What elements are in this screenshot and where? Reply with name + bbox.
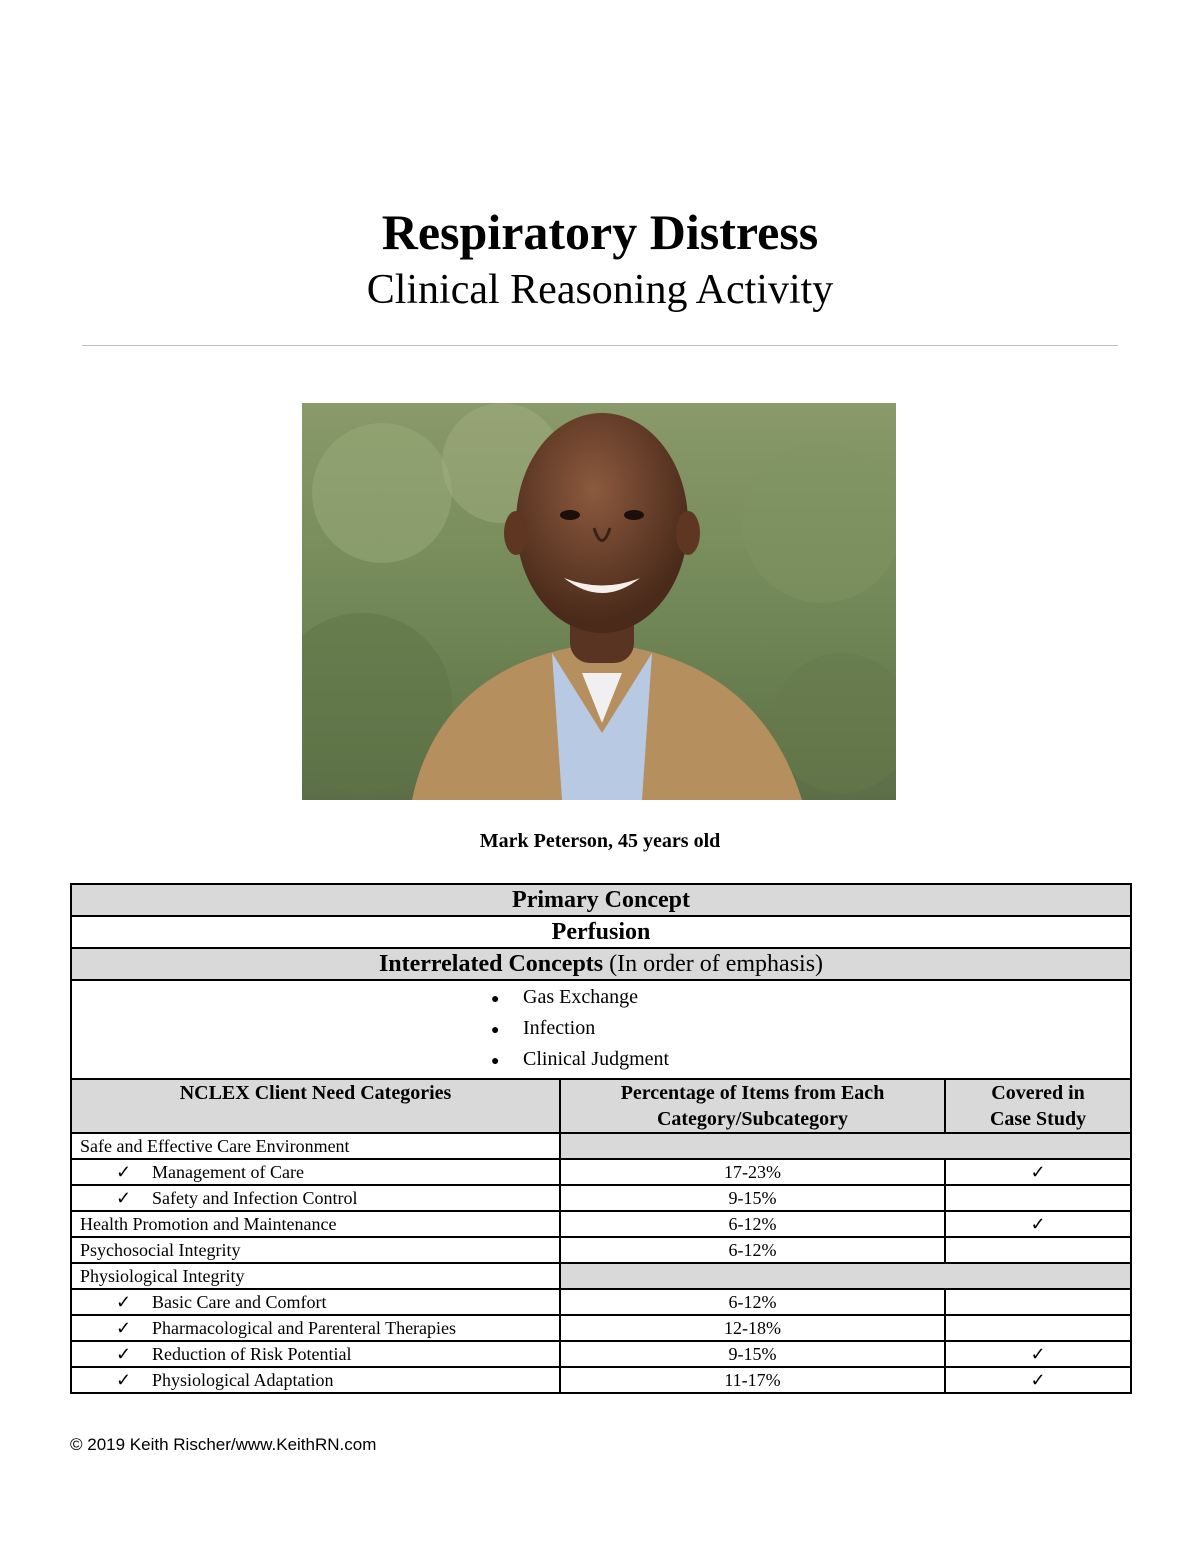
bullet-icon: ● [491, 1023, 500, 1038]
category-shade-cell [560, 1263, 1131, 1289]
check-icon: ✓ [116, 1344, 132, 1364]
check-icon: ✓ [116, 1292, 132, 1312]
document-title: Respiratory Distress [381, 204, 819, 260]
interrelated-concepts-label: Interrelated Concepts [378, 951, 604, 977]
bullet-icon: ● [491, 1054, 500, 1069]
nclex-col-categories: NCLEX Client Need Categories [71, 1079, 560, 1133]
check-icon: ✓ [116, 1188, 132, 1208]
subcategory-cell: ✓ Physiological Adaptation [71, 1367, 560, 1393]
percent-cell: 11-17% [560, 1367, 945, 1393]
table-row [71, 1341, 1131, 1367]
table-row [71, 1185, 1131, 1211]
interrelated-concepts-note: (In order of emphasis) [609, 951, 824, 977]
table-row [71, 1133, 1131, 1159]
patient-photo [302, 403, 896, 800]
interrelated-concepts-list [491, 983, 711, 1076]
category-cell: Safe and Effective Care Environment [71, 1133, 560, 1159]
check-icon: ✓ [116, 1318, 132, 1338]
category-cell: Health Promotion and Maintenance [71, 1211, 560, 1237]
document-subtitle: Clinical Reasoning Activity [366, 267, 834, 313]
table-row [71, 1367, 1131, 1393]
table-row [71, 1289, 1131, 1315]
subcategory-cell: ✓ Pharmacological and Parenteral Therapies [71, 1315, 560, 1341]
covered-cell: ✓ [945, 1367, 1131, 1393]
table-row [71, 1263, 1131, 1289]
covered-cell [945, 1185, 1131, 1211]
covered-cell [945, 1237, 1131, 1263]
subcategory-cell: ✓ Management of Care [71, 1159, 560, 1185]
primary-concept-value: Perfusion [71, 916, 1131, 948]
category-shade-cell [560, 1133, 1131, 1159]
category-cell: Psychosocial Integrity [71, 1237, 560, 1263]
percent-cell: 6-12% [560, 1211, 945, 1237]
interrelated-concepts-header [71, 948, 1131, 980]
subcategory-cell: ✓ Basic Care and Comfort [71, 1289, 560, 1315]
percent-cell: 6-12% [560, 1237, 945, 1263]
table-row [71, 1315, 1131, 1341]
percent-cell: 6-12% [560, 1289, 945, 1315]
table-row [71, 1211, 1131, 1237]
covered-cell: ✓ [945, 1211, 1131, 1237]
category-cell: Physiological Integrity [71, 1263, 560, 1289]
primary-concept-label: Primary Concept [71, 884, 1131, 916]
list-item: ● Clinical Judgment [491, 1045, 711, 1076]
nclex-col-percentage: Percentage of Items from Each Category/Subcategory [560, 1079, 945, 1133]
covered-cell [945, 1315, 1131, 1341]
table-row [71, 1159, 1131, 1185]
table-row [71, 1237, 1131, 1263]
nclex-col-covered: Covered in Case Study [945, 1079, 1131, 1133]
check-icon: ✓ [116, 1162, 132, 1182]
check-icon: ✓ [116, 1370, 132, 1390]
percent-cell: 9-15% [560, 1185, 945, 1211]
list-item: ● Gas Exchange [491, 983, 711, 1014]
percent-cell: 17-23% [560, 1159, 945, 1185]
percent-cell: 9-15% [560, 1341, 945, 1367]
concepts-table [70, 883, 1132, 1394]
interrelated-concepts-list-cell [71, 980, 1131, 1079]
covered-cell: ✓ [945, 1159, 1131, 1185]
patient-caption: Mark Peterson, 45 years old [479, 830, 721, 852]
covered-cell: ✓ [945, 1341, 1131, 1367]
list-item: ● Infection [491, 1014, 711, 1045]
covered-cell [945, 1289, 1131, 1315]
bullet-icon: ● [491, 992, 500, 1007]
title-divider [82, 345, 1118, 346]
subcategory-cell: ✓ Safety and Infection Control [71, 1185, 560, 1211]
copyright-footer: © 2019 Keith Rischer/www.KeithRN.com [70, 1435, 377, 1454]
subcategory-cell: ✓ Reduction of Risk Potential [71, 1341, 560, 1367]
percent-cell: 12-18% [560, 1315, 945, 1341]
